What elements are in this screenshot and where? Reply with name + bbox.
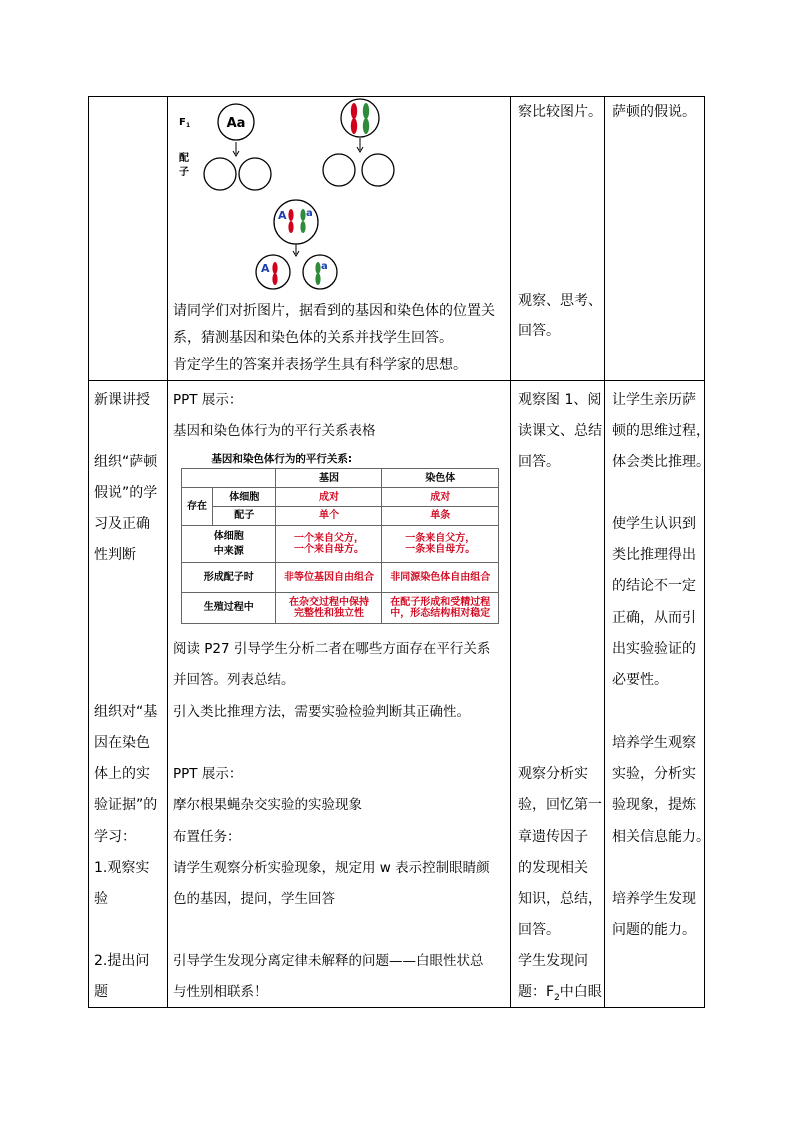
reproduction-chromosome-line: 在配子形成和受精过程 bbox=[390, 596, 491, 608]
column-divider bbox=[604, 96, 605, 1008]
reproduction-chromosome-line: 中，形态结构相对稳定 bbox=[390, 607, 491, 619]
student-activity: 回答。 bbox=[518, 454, 560, 470]
gamete-cell bbox=[239, 158, 271, 190]
design-intent: 萨顿的假说。 bbox=[612, 104, 696, 120]
stage-line: 1.观察实 bbox=[94, 860, 150, 876]
design-intent: 的结论不一定 bbox=[612, 578, 696, 594]
gene-header: 基因 bbox=[276, 469, 382, 488]
design-intent: 体会类比推理。 bbox=[612, 454, 710, 470]
chromosome-header: 染色体 bbox=[382, 469, 499, 488]
student-activity: 观察、思考、 bbox=[518, 293, 602, 309]
parallel-table-title: 基因和染色体行为的平行关系: bbox=[211, 452, 353, 465]
design-intent: 必要性。 bbox=[612, 672, 668, 688]
design-intent: 相关信息能力。 bbox=[612, 829, 710, 845]
allele-a-label: a bbox=[306, 208, 313, 219]
student-activity: 读课文、总结 bbox=[518, 423, 602, 439]
reproduction-gene-line: 在杂交过程中保持 bbox=[288, 596, 369, 608]
design-intent: 培养学生观察 bbox=[612, 735, 696, 751]
reproduction-label: 生殖过程中 bbox=[182, 592, 276, 623]
student-activity: 的发现相关 bbox=[518, 860, 588, 876]
content-line: 引导学生发现分离定律未解释的问题——白眼性状总 bbox=[173, 953, 484, 969]
design-intent: 让学生亲历萨 bbox=[612, 392, 696, 408]
content-line: 引入类比推理方法，需要实验检验判断其正确性。 bbox=[173, 704, 470, 720]
gamete-chromosome: 单条 bbox=[382, 506, 499, 525]
student-activity bbox=[518, 984, 602, 1006]
content-line: PPT 展示： bbox=[173, 766, 243, 782]
stage-line: 因在染色 bbox=[94, 735, 150, 751]
exist-label: 存在 bbox=[182, 488, 213, 526]
chromosome-cell bbox=[341, 99, 379, 137]
stage-line: 题 bbox=[94, 984, 108, 1000]
student-activity: 知识，总结， bbox=[518, 891, 602, 907]
genotype-label: Aa bbox=[226, 116, 246, 131]
reproduction-gene bbox=[276, 592, 382, 623]
gamete-cell bbox=[204, 158, 236, 190]
content-line: 布置任务： bbox=[173, 829, 241, 845]
content-line: 请同学们对折图片，据看到的基因和染色体的位置关 bbox=[173, 303, 495, 319]
somatic-label: 体细胞 bbox=[213, 488, 276, 507]
stage-line: 新课讲授 bbox=[94, 392, 150, 408]
subscript: 2 bbox=[554, 992, 560, 1003]
chromosome-diagram bbox=[170, 98, 410, 298]
student-activity: 回答。 bbox=[518, 323, 560, 339]
somatic-gene: 成对 bbox=[276, 488, 382, 507]
formation-label: 形成配子时 bbox=[182, 563, 276, 592]
source-gene-line: 一个来自母方。 bbox=[293, 544, 364, 556]
design-intent: 问题的能力。 bbox=[612, 922, 696, 938]
row-divider bbox=[88, 380, 705, 381]
stage-line: 2.提出问 bbox=[94, 953, 150, 969]
red-chromosome bbox=[272, 273, 277, 285]
source-label-line: 中来源 bbox=[213, 546, 244, 558]
design-intent: 正确，从而引 bbox=[612, 610, 696, 626]
source-gene bbox=[276, 525, 382, 563]
design-intent: 顿的思维过程， bbox=[612, 423, 710, 439]
gamete-cell bbox=[323, 154, 355, 186]
student-activity: 回答。 bbox=[518, 922, 560, 938]
student-activity: 学生发现问 bbox=[518, 953, 588, 969]
allele-A-label: A bbox=[261, 262, 270, 275]
source-chromosome-line: 一条来自母方。 bbox=[405, 544, 476, 556]
f1-subscript: 1 bbox=[186, 122, 191, 129]
student-activity: 察比较图片。 bbox=[518, 104, 602, 120]
green-chromosome bbox=[315, 262, 320, 274]
design-intent: 培养学生发现 bbox=[612, 891, 696, 907]
content-line: 请学生观察分析实验现象，规定用 w 表示控制眼睛颜 bbox=[173, 860, 490, 876]
gamete-cell bbox=[303, 255, 337, 289]
formation-chromosome: 非同源染色体自由组合 bbox=[382, 563, 499, 592]
source-chromosome-line: 一条来自父方， bbox=[405, 533, 476, 545]
student-activity: 章遗传因子 bbox=[518, 829, 588, 845]
stage-line: 性判断 bbox=[94, 547, 136, 563]
stage-line: 体上的实 bbox=[94, 766, 150, 782]
content-line: 基因和染色体行为的平行关系表格 bbox=[173, 423, 376, 439]
green-chromosome bbox=[315, 273, 320, 285]
student-activity-text: 中白眼 bbox=[559, 984, 602, 1000]
parallel-relationship-table bbox=[181, 450, 499, 624]
reproduction-chromosome bbox=[382, 592, 499, 623]
source-label-line: 体细胞 bbox=[213, 531, 244, 543]
gamete-label: 配 bbox=[179, 153, 189, 164]
column-divider bbox=[510, 96, 511, 1008]
stage-line: 学习： bbox=[94, 829, 136, 845]
student-activity-text: 题：F bbox=[518, 984, 555, 1000]
stage-line: 习及正确 bbox=[94, 516, 150, 532]
content-line: 并回答。列表总结。 bbox=[173, 672, 295, 688]
gamete-label: 配子 bbox=[213, 506, 276, 525]
source-gene-line: 一个来自父方， bbox=[293, 533, 364, 545]
stage-line: 假说”的学 bbox=[94, 485, 158, 501]
design-intent: 实验，分析实 bbox=[612, 766, 696, 782]
red-chromosome bbox=[272, 262, 277, 274]
stage-line: 验证据”的 bbox=[94, 797, 158, 813]
allele-A-label: A bbox=[278, 209, 287, 222]
student-activity: 观察分析实 bbox=[518, 766, 588, 782]
content-line: 色的基因，提问，学生回答 bbox=[173, 891, 335, 907]
formation-gene: 非等位基因自由组合 bbox=[276, 563, 382, 592]
design-intent: 类比推理得出 bbox=[612, 547, 696, 563]
column-divider bbox=[167, 96, 168, 1008]
red-chromosome bbox=[288, 209, 293, 221]
design-intent: 使学生认识到 bbox=[612, 516, 696, 532]
design-intent: 验现象，提炼 bbox=[612, 797, 696, 813]
content-line: 肯定学生的答案并表扬学生具有科学家的思想。 bbox=[173, 357, 467, 373]
content-line: 与性别相联系！ bbox=[173, 984, 268, 1000]
allele-a-label: a bbox=[321, 261, 328, 272]
gamete-label: 子 bbox=[179, 167, 189, 178]
gamete-gene: 单个 bbox=[276, 506, 382, 525]
content-line: 摩尔根果蝇杂交实验的实验现象 bbox=[173, 797, 362, 813]
student-activity: 验，回忆第一 bbox=[518, 797, 602, 813]
design-intent: 出实验验证的 bbox=[612, 641, 696, 657]
gamete-cell bbox=[362, 154, 394, 186]
green-chromosome bbox=[300, 209, 305, 221]
student-activity: 观察图 1、阅 bbox=[518, 392, 602, 408]
labelled-cell bbox=[274, 200, 318, 244]
source-label bbox=[182, 525, 276, 563]
stage-line: 组织对“基 bbox=[94, 704, 158, 720]
content-line: 阅读 P27 引导学生分析二者在哪些方面存在平行关系 bbox=[173, 641, 491, 657]
stage-line: 验 bbox=[94, 891, 108, 907]
content-line: PPT 展示： bbox=[173, 392, 243, 408]
content-line: 系，猜测基因和染色体的关系并找学生回答。 bbox=[173, 330, 453, 346]
somatic-chromosome: 成对 bbox=[382, 488, 499, 507]
blank-header bbox=[182, 469, 276, 488]
green-chromosome bbox=[300, 221, 305, 233]
red-chromosome bbox=[288, 221, 293, 233]
source-chromosome bbox=[382, 525, 499, 563]
f1-label: F bbox=[179, 117, 186, 128]
stage-line: 组织“萨顿 bbox=[94, 454, 158, 470]
reproduction-gene-line: 完整性和独立性 bbox=[293, 607, 364, 619]
